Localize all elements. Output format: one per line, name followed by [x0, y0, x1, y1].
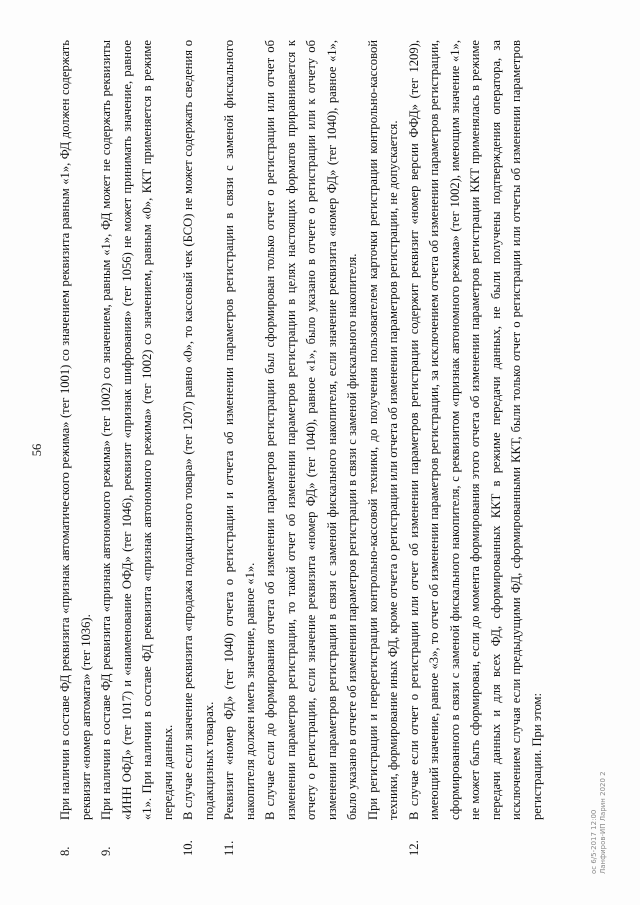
list-item-11	[219, 40, 404, 856]
item-number: 12.	[406, 840, 421, 856]
item-text	[55, 40, 96, 820]
item-number: 10.	[181, 840, 195, 856]
paragraph: При наличии в составе ФД реквизита «признак автономного режима» (тег 1002) со значением, равным «1», ФД может не содержать реквизиты «ИНН ОФД» (тег 1017) и «наименование ОФД» (тег 1046), реквизит «признак шифрования» (тег 1056) не может принимать значение, равное «1». При наличии в составе ФД реквизита «признак автономного режима» (тег 1002) со значением, равным «0», ККТ применяется в режиме передачи данных.	[99, 40, 175, 820]
item-number: 8.	[58, 846, 72, 856]
margin-stamp-note	[590, 771, 608, 874]
list-item-12	[404, 40, 548, 856]
paragraph: При регистрации и перерегистрации контрольно-кассовой техники, до получения пользователем карточки регистрации контрольно-кассовой техники, формирование иных ФД, кроме отчета о регистрации или отчета об изменении параметров регистрации, не допускается.	[365, 40, 400, 820]
paragraph: В случае если отчет о регистрации или отчет об изменении параметров регистрации содержит реквизит «номер версии ФФД» (тег 1209), имеющий значение, равное «3», то отчет об изменении параметров регистрации, за исключением отчета об изменении параметров регистрации, сформированного в связи с заменой фискального накопителя, с реквизитом «признак автономного режима» (тег 1002), имеющим значение «1», не может быть сформирован, если до момента формирования этого отчета об изменении параметров регистрации ККТ применялась в режиме передачи данных и для всех ФД, сформированных ККТ в режиме передачи данных, не были получены подтверждения оператора, за исключением случая если предыдущими ФД, сформированными ККТ, были только отчет о регистрации или отчеты об изменении параметров регистрации. При этом:	[406, 40, 544, 820]
paragraph: В случае если до формирования отчета об изменении параметров регистрации был сформирован только отчет о регистрации или отчет об изменении параметров регистрации, то такой отчет об изменении параметров регистрации в целях настоящих форматов приравнивается к отчету о регистрации, если значение реквизита «номер ФД» (тег 1040), равное «1», было указано в отчете о регистрации или к отчету об изменении параметров регистрации в связи с заменой фискального накопителя, если значение реквизита «номер ФД» (тег 1040), равное «1», было указано в отчете об изменении параметров регистрации в связи с заменой фискального накопителя.	[263, 40, 359, 820]
paragraph: При наличии в составе ФД реквизита «признак автоматического режима» (тег 1001) со значением реквизита равным «1», ФД должен содержать реквизит «номер автомата» (тег 1036).	[58, 40, 93, 820]
margin-note-line: ос 6/5-2017 12:00	[590, 809, 598, 874]
page-number: 56	[30, 443, 44, 457]
paragraph: В случае если значение реквизита «продажа подакцизного товара» (тег 1207) равно «0», то кассовый чек (БСО) не может содержать сведения о подакцизных товарах.	[181, 40, 216, 820]
item-number: 9.	[99, 846, 113, 856]
list-item-8	[55, 40, 96, 856]
list-item-9	[96, 40, 178, 856]
item-text	[404, 40, 548, 820]
paragraph: Реквизит «номер ФД» (тег 1040) отчета о регистрации и отчета об изменении параметров регистрации в связи с заменой фискального накопителя должен иметь значение, равное «1».	[222, 40, 257, 820]
margin-note-line: Ланфиров-ИП Ларин 2020 2	[599, 771, 607, 874]
item-text	[178, 40, 219, 820]
item-text	[219, 40, 404, 820]
document-body	[55, 40, 547, 856]
rotated-page-content	[27, 20, 607, 880]
list-item-10	[178, 40, 219, 856]
item-number: 11.	[222, 840, 236, 856]
item-text	[96, 40, 178, 820]
